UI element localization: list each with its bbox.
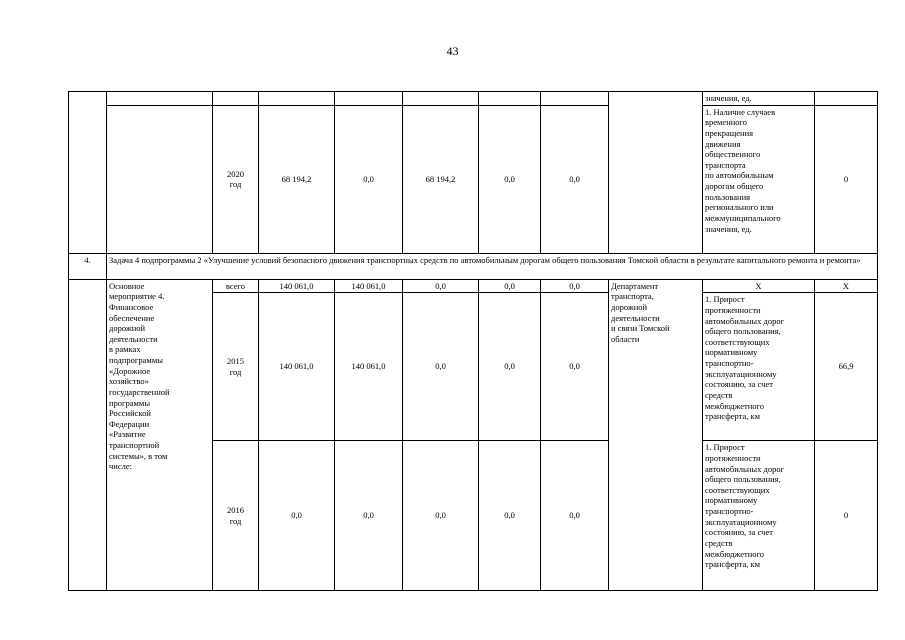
- table-cell: [69, 279, 107, 591]
- indicator-cell: 1. Прирост протяженности автомобильных дорог общего пользования, соответствующих нормативному транспортно- эксплуатационному состоянию, за счет средств межбюджетного трансферта, км: [703, 293, 815, 441]
- executor-cell: Департамент транспорта, дорожной деятельности и связи Томской области: [609, 279, 703, 591]
- value-cell: 0,0: [479, 279, 541, 293]
- value-cell: 140 061,0: [259, 279, 335, 293]
- value-cell: 0,0: [541, 293, 609, 441]
- value-cell: 0,0: [541, 441, 609, 591]
- table-cell: [213, 92, 259, 106]
- task-title: Задача 4 подпрограммы 2 «Улучшение условий безопасного движения транспортных средств по автомобильным дорогам общего пользования Томской области в результате капитального ремонта и ремонта»: [107, 253, 878, 279]
- program-table: [68, 91, 878, 591]
- task-number: 4.: [69, 253, 107, 279]
- table-row: [69, 253, 878, 279]
- value-cell: 0,0: [403, 279, 479, 293]
- value-cell: 0,0: [541, 105, 609, 253]
- value-cell: 68 194,2: [403, 105, 479, 253]
- value-cell: 0,0: [335, 105, 403, 253]
- indicator-cell: 1. Прирост протяженности автомобильных дорог общего пользования, соответствующих нормативному транспортно- эксплуатационному состоянию, за счет средств межбюджетного трансферта, км: [703, 441, 815, 591]
- value-cell: 140 061,0: [335, 293, 403, 441]
- table-row: [69, 105, 878, 253]
- table-row: [69, 279, 878, 293]
- indicator-value-cell: 0: [815, 441, 878, 591]
- table-cell: [815, 92, 878, 106]
- table-cell: [335, 92, 403, 106]
- activity-name: Основное мероприятие 4. Финансовое обеспечение дорожной деятельности в рамках подпрограммы «Дорожное хозяйство» государственной программы Российской Федерации «Развитие транспортной системы», в том числе:: [107, 279, 213, 591]
- indicator-cell: значения, ед.: [703, 92, 815, 106]
- table-cell: [107, 92, 213, 106]
- value-cell: 0,0: [479, 105, 541, 253]
- value-cell: 0,0: [479, 293, 541, 441]
- value-cell: 68 194,2: [259, 105, 335, 253]
- table-row: [69, 92, 878, 106]
- table-cell: [541, 92, 609, 106]
- value-cell: 0,0: [403, 441, 479, 591]
- value-cell: 140 061,0: [335, 279, 403, 293]
- indicator-cell: 1. Наличие случаев временного прекращения движения общественного транспорта по автомобильным дорогам общего пользования регионального или межмуниципального значения, ед.: [703, 105, 815, 253]
- indicator-cell: X: [703, 279, 815, 293]
- value-cell: 0,0: [259, 441, 335, 591]
- table-cell: [259, 92, 335, 106]
- page-number: 43: [446, 44, 459, 58]
- indicator-value-cell: 0: [815, 105, 878, 253]
- indicator-value-cell: X: [815, 279, 878, 293]
- total-label: всего: [213, 279, 259, 293]
- year-cell: 2016 год: [213, 441, 259, 591]
- table-cell: [609, 92, 703, 254]
- value-cell: 0,0: [479, 441, 541, 591]
- table-cell: [479, 92, 541, 106]
- value-cell: 0,0: [403, 293, 479, 441]
- year-cell: 2015 год: [213, 293, 259, 441]
- value-cell: 140 061,0: [259, 293, 335, 441]
- table-cell: [69, 92, 107, 254]
- table-cell: [107, 105, 213, 253]
- year-cell: 2020 год: [213, 105, 259, 253]
- value-cell: 0,0: [335, 441, 403, 591]
- table-cell: [403, 92, 479, 106]
- indicator-value-cell: 66,9: [815, 293, 878, 441]
- value-cell: 0,0: [541, 279, 609, 293]
